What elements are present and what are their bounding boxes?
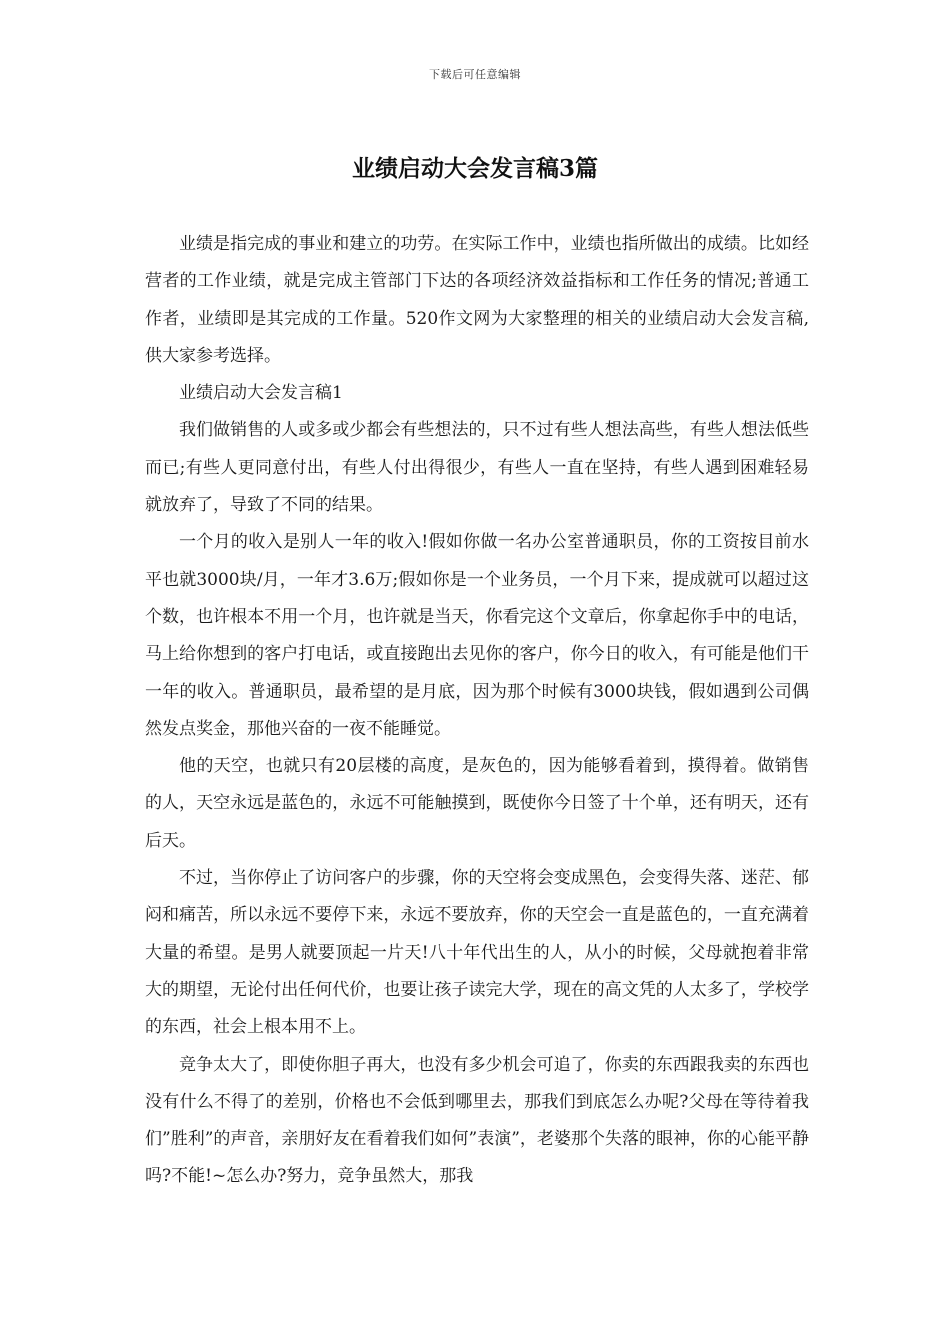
paragraph: 竞争太大了，即使你胆子再大，也没有多少机会可追了，你卖的东西跟我卖的东西也没有什么不得了的差别，价格也不会低到哪里去，那我们到底怎么办呢?父母在等待着我们”胜利”的声音，亲朋好友在看着我们如何”表演”，老婆那个失落的眼神，你的心能平静吗?不能!~怎么办?努力，竞争虽然大，那我: [145, 1054, 809, 1187]
document-title: 业绩启动大会发言稿3篇: [351, 155, 598, 182]
document-body: [145, 226, 809, 1196]
paragraph: 一个月的收入是别人一年的收入!假如你做一名办公室普通职员，你的工资按目前水平也就3000块/月，一年才3.6万;假如你是一个业务员，一个月下来，提成就可以超过这个数，也许根本不用一个月，也许就是当天，你看完这个文章后，你拿起你手中的电话，马上给你想到的客户打电话，或直接跑出去见你的客户，你今日的收入，有可能是他们干一年的收入。普通职员，最希望的是月底，因为那个时候有3000块钱，假如遇到公司偶然发点奖金，那他兴奋的一夜不能睡觉。: [145, 532, 809, 739]
paragraph: 不过，当你停止了访问客户的步骤，你的天空将会变成黑色，会变得失落、迷茫、郁闷和痛苦，所以永远不要停下来，永远不要放弃，你的天空会一直是蓝色的，一直充满着大量的希望。是男人就要顶起一片天!八十年代出生的人，从小的时候，父母就抱着非常大的期望，无论付出任何代价，也要让孩子读完大学，现在的高文凭的人太多了，学校学的东西，社会上根本用不上。: [145, 868, 809, 1038]
paragraph: 他的天空，也就只有20层楼的高度，是灰色的，因为能够看着到，摸得着。做销售的人，天空永远是蓝色的，永远不可能触摸到，既使你今日签了十个单，还有明天，还有后天。: [145, 756, 809, 851]
header-note: 下载后可任意编辑: [429, 68, 521, 81]
paragraph: 我们做销售的人或多或少都会有些想法的，只不过有些人想法高些，有些人想法低些而已;有些人更同意付出，有些人付出得很少，有些人一直在坚持，有些人遇到困难轻易就放弃了，导致了不同的结果。: [145, 420, 809, 516]
section-heading-1: 业绩启动大会发言稿1: [179, 383, 343, 404]
paragraph-intro: 业绩是指完成的事业和建立的功劳。在实际工作中，业绩也指所做出的成绩。比如经营者的工作业绩，就是完成主管部门下达的各项经济效益指标和工作任务的情况;普通工作者，业绩即是其完成的工作量。520作文网为大家整理的相关的业绩启动大会发言稿,供大家参考选择。: [145, 234, 809, 366]
